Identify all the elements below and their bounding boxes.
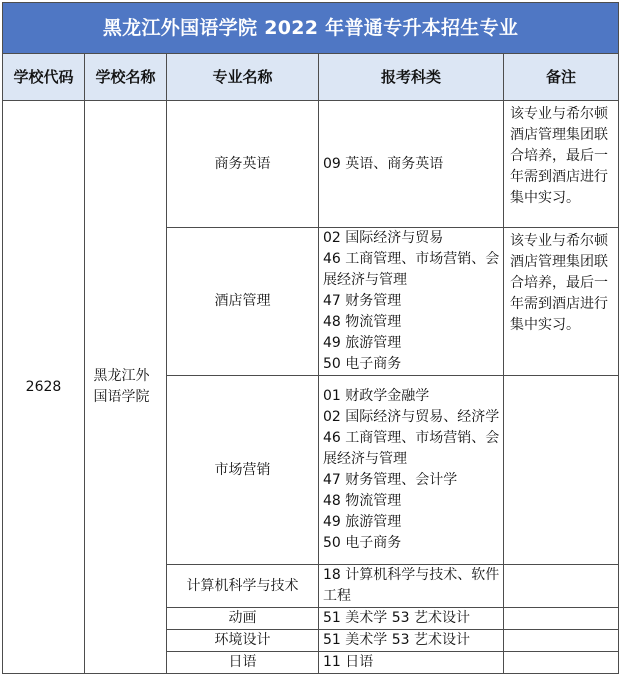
school-code: 2628	[25, 378, 62, 395]
exam-category-cell	[319, 228, 504, 376]
remark-cell	[504, 376, 619, 565]
school-name-cell	[85, 101, 167, 674]
remark-cell	[504, 608, 619, 630]
header-school-name: 学校名称	[85, 54, 167, 101]
exam-category: 50 电子商务	[323, 356, 402, 372]
exam-category: 48 物流管理	[323, 493, 402, 509]
exam-category: 02 国际经济与贸易、经济学	[323, 409, 500, 425]
remark-text: 该专业与希尔顿酒店管理集团联合培养，最后一年需到酒店进行集中实习。	[510, 106, 608, 206]
exam-category-cell	[319, 652, 504, 674]
major-name: 计算机科学与技术	[167, 565, 319, 608]
major-name: 动画	[167, 608, 319, 630]
exam-category: 02 国际经济与贸易	[323, 230, 444, 246]
exam-category: 47 财务管理、会计学	[323, 472, 458, 488]
exam-category-cell	[319, 608, 504, 630]
remark-cell	[504, 565, 619, 608]
exam-category: 09 英语、商务英语	[323, 155, 444, 172]
exam-category: 51 美术学 53 艺术设计	[323, 610, 470, 626]
school-code-cell	[3, 101, 85, 674]
school-name: 黑龙江外国语学院	[93, 368, 150, 405]
exam-category: 18 计算机科学与技术、软件工程	[323, 567, 500, 604]
remark-cell	[504, 101, 619, 228]
exam-category-cell	[319, 376, 504, 565]
table-row	[3, 101, 619, 228]
major-name: 环境设计	[167, 630, 319, 652]
header-major-name: 专业名称	[167, 54, 319, 101]
exam-category: 48 物流管理	[323, 314, 402, 330]
exam-category: 51 美术学 53 艺术设计	[323, 632, 470, 648]
major-name: 商务英语	[167, 101, 319, 228]
exam-category: 01 财政学金融学	[323, 388, 430, 404]
exam-category: 49 旅游管理	[323, 514, 402, 530]
header-exam-category: 报考科类	[319, 54, 504, 101]
exam-category: 50 电子商务	[323, 535, 402, 551]
header-remarks: 备注	[504, 54, 619, 101]
exam-category-cell	[319, 101, 504, 228]
remark-cell	[504, 652, 619, 674]
exam-category: 47 财务管理	[323, 293, 402, 309]
remark-cell	[504, 228, 619, 376]
exam-category: 49 旅游管理	[323, 335, 402, 351]
exam-category: 11 日语	[323, 654, 374, 670]
major-name: 酒店管理	[167, 228, 319, 376]
header-school-code: 学校代码	[3, 54, 85, 101]
admissions-table	[2, 2, 619, 674]
exam-category-cell	[319, 630, 504, 652]
exam-category-cell	[319, 565, 504, 608]
table-title: 黑龙江外国语学院 2022 年普通专升本招生专业	[3, 3, 619, 54]
exam-category: 46 工商管理、市场营销、会展经济与管理	[323, 251, 500, 288]
remark-cell	[504, 630, 619, 652]
exam-category: 46 工商管理、市场营销、会展经济与管理	[323, 430, 500, 467]
remark-text: 该专业与希尔顿酒店管理集团联合培养，最后一年需到酒店进行集中实习。	[510, 233, 608, 333]
major-name: 日语	[167, 652, 319, 674]
major-name: 市场营销	[167, 376, 319, 565]
document	[2, 2, 618, 674]
header-row	[3, 54, 619, 101]
